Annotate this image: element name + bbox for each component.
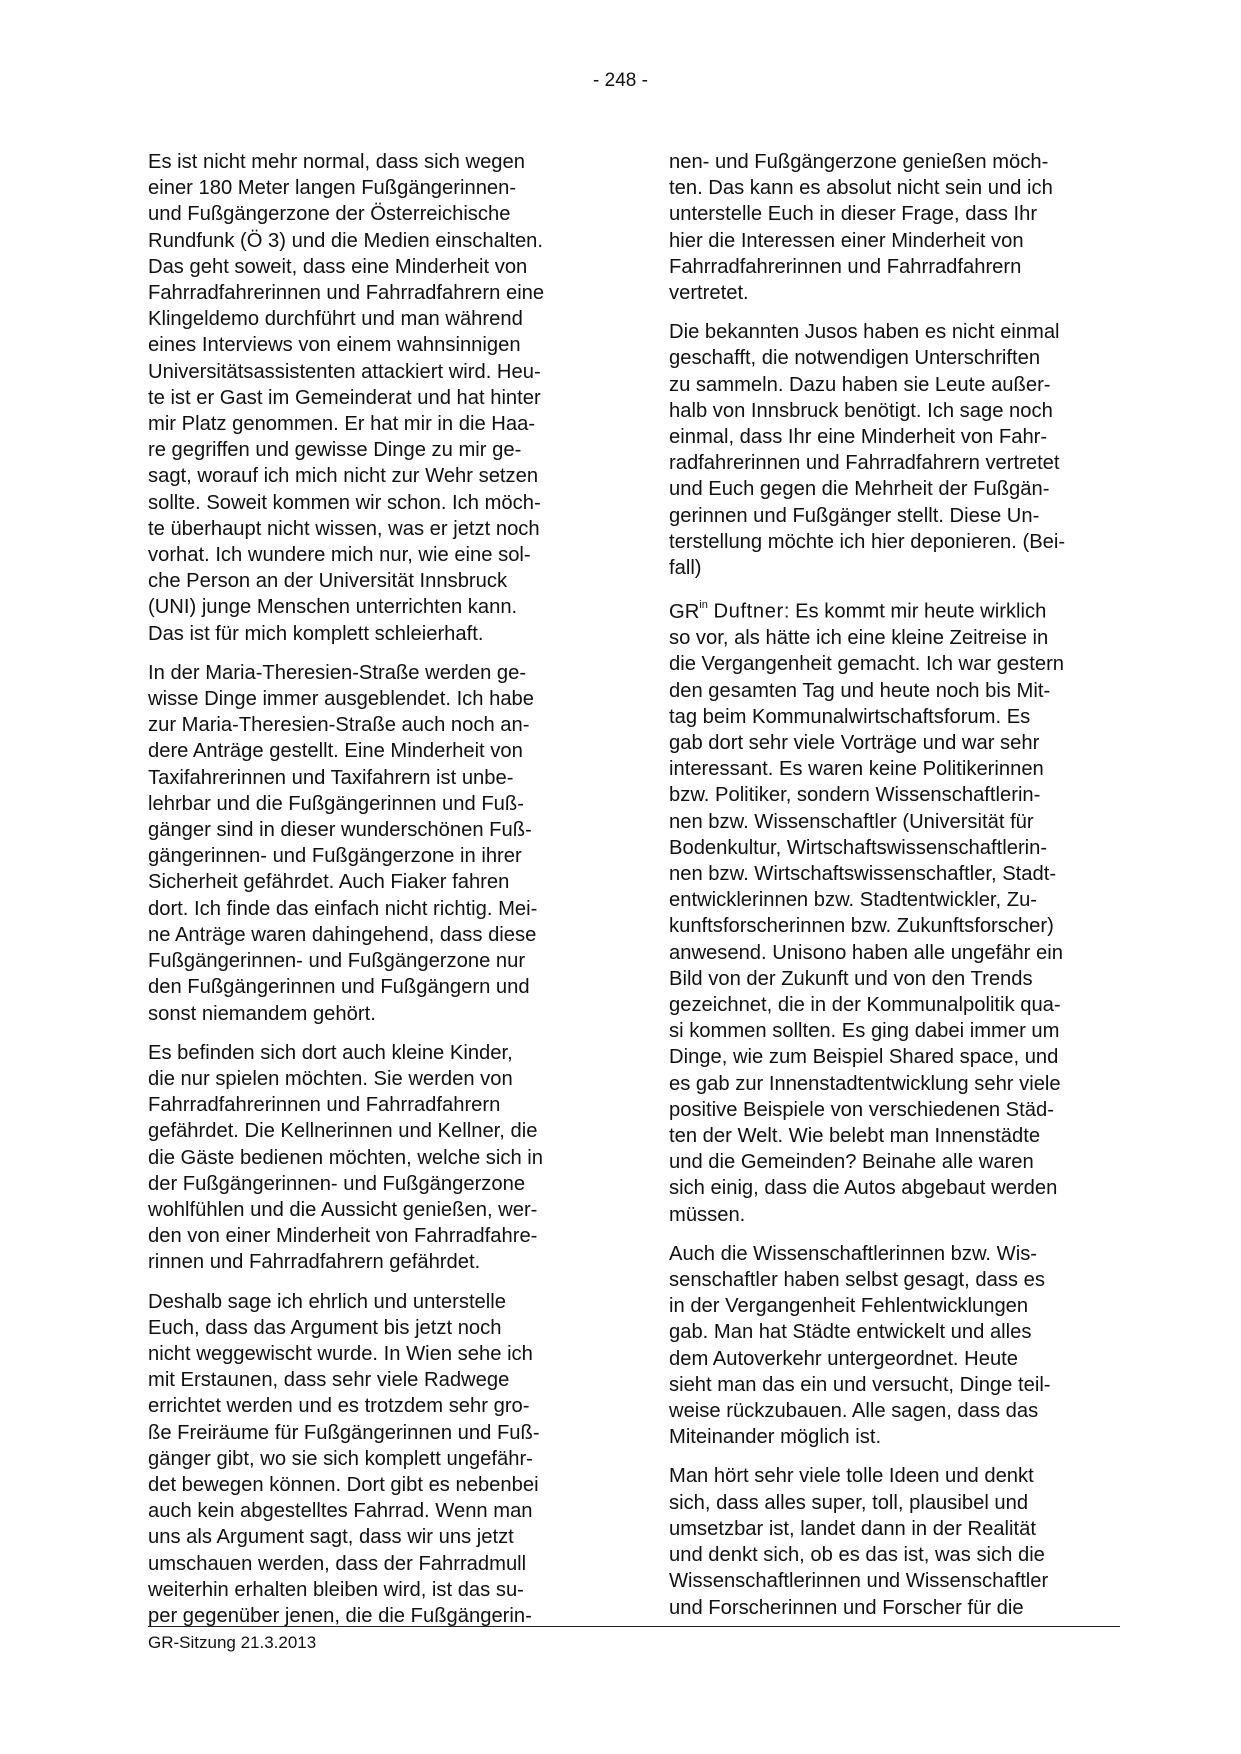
speaker-text: : Es kommt mir heute wirklich so vor, als hätte ich eine kleine Zeitreise in die Vergangenheit gemacht. Ich war gestern den gesamten Tag und heute noch bis Mit- tag beim Kommunalwirtschaftsforum. Es gab dort sehr viele Vorträge und war sehr interessant. Es waren keine Politikerinnen bzw. Politiker, sondern Wissenschaftlerin- nen bzw. Wissenschaftler (Universität für Bodenkultur, Wirtschaftswissenschaftlerin- nen bzw. Wirtschaftswissenschaftler, Stadt- entwicklerinnen bzw. Stadtentwickler, Zu- kunftsforscherinnen bzw. Zukunftsforscher) anwesend. Unisono haben alle ungefähr ein Bild von der Zukunft und von den Trends gezeichnet, die in der Kommunalpolitik qua- si kommen sollten. Es ging dabei immer um Dinge, wie zum Beispiel Shared space, und es gab zur Innenstadtentwicklung sehr viele positive Beispiele von verschiedenen Städ- ten der Welt. Wie belebt man Innenstädte und die Gemeinden? Beinahe alle waren sich einig, dass die Autos abgebaut werden müssen. [669, 600, 1065, 1226]
paragraph: Auch die Wissenschaftlerinnen bzw. Wis- senschaftler haben selbst gesagt, dass es in der Vergangenheit Fehlentwicklungen gab. Man hat Städte entwickelt und alles dem Autoverkehr untergeordnet. Heute sieht man das ein und versucht, Dinge teil- weise rückzubauen. Alle sagen, dass das Miteinander möglich ist. [669, 1242, 1051, 1449]
paragraph: Es befinden sich dort auch kleine Kinder, die nur spielen möchten. Sie werden von Fahrradfahrerinnen und Fahrradfahrern gefährdet. Die Kellnerinnen und Kellner, die die Gäste bedienen möchten, welche sich in der Fußgängerinnen- und Fußgängerzone wohlfühlen und die Aussicht genießen, wer- den von einer Minderheit von Fahrradfahre- rinnen und Fahrradfahrern gefährdet. [148, 1041, 544, 1274]
paragraph: Die bekannten Jusos haben es nicht einmal geschafft, die notwendigen Unterschriften zu sammeln. Dazu haben sie Leute außer- halb von Innsbruck benötigt. Ich sage noch einmal, dass Ihr eine Minderheit von Fahr- radfahrerinnen und Fahrradfahrern vertretet und Euch gegen die Mehrheit der Fußgän- gerinnen und Fußgänger stellt. Diese Un- terstellung möchte ich hier deponieren. (Bei- fall) [669, 321, 1066, 580]
speaker-paragraph [669, 594, 1131, 1228]
page-number: - 248 - [593, 70, 648, 91]
right-column [669, 149, 1131, 1634]
paragraph: Deshalb sage ich ehrlich und unterstelle Euch, dass das Argument bis jetzt noch nicht weggewischt wurde. In Wien sehe ich mit Erstaunen, dass sehr viele Radwege errichtet werden und es trotzdem sehr gro- ße Freiräume für Fußgängerinnen und Fuß- gänger gibt, wo sie sich komplett ungefähr- det bewegen können. Dort gibt es nebenbei auch kein abgestelltes Fahrrad. Wenn man uns als Argument sagt, dass wir uns jetzt umschauen werden, dass der Fahrradmull weiterhin erhalten bleiben wird, ist das su- per gegenüber jenen, die die Fußgängerin- [148, 1290, 540, 1627]
speaker-title [669, 601, 708, 623]
paragraph: Es ist nicht mehr normal, dass sich wegen einer 180 Meter langen Fußgängerinnen- und Fußgängerzone der Österreichische Rundfunk (Ö 3) und die Medien einschalten. Das geht soweit, dass eine Minderheit von Fahrradfahrerinnen und Fahrradfahrern eine Klingeldemo durchführt und man während eines Interviews von einem wahnsinnigen Universitätsassistenten attackiert wird. Heu- te ist er Gast im Gemeinderat und hat hinter mir Platz genommen. Er hat mir in die Haa- re gegriffen und gewisse Dinge zu mir ge- sagt, worauf ich mich nicht zur Wehr setzen sollte. Soweit kommen wir schon. Ich möch- te überhaupt nicht wissen, was er jetzt noch vorhat. Ich wundere mich nur, wie eine sol- che Person an der Universität Innsbruck (UNI) junge Menschen unterrichten kann. Das ist für mich komplett schleierhaft. [148, 151, 545, 645]
paragraph: nen- und Fußgängerzone genießen möch- ten. Das kann es absolut nicht sein und ich unterstelle Euch in dieser Frage, dass Ihr hier die Interessen einer Minderheit von Fahrradfahrerinnen und Fahrradfahrern vertretet. [669, 151, 1053, 305]
footer-divider [148, 1626, 1120, 1627]
paragraph: Man hört sehr viele tolle Ideen und denkt sich, dass alles super, toll, plausibel und umsetzbar ist, landet dann in der Realität und denkt sich, ob es das ist, was sich die Wissenschaftlerinnen und Wissenschaftler und Forscherinnen und Forscher für die [669, 1465, 1049, 1619]
speaker-name: Duftner [713, 600, 784, 623]
speaker-prefix: GR [669, 600, 700, 623]
paragraph: In der Maria-Theresien-Straße werden ge- wisse Dinge immer ausgeblendet. Ich habe zur Maria-Theresien-Straße auch noch an- dere Anträge gestellt. Eine Minderheit von Taxifahrerinnen und Taxifahrern ist unbe- lehrbar und die Fußgängerinnen und Fuß- gänger sind in dieser wunderschönen Fuß- gängerinnen- und Fußgängerzone in ihrer Sicherheit gefährdet. Auch Fiaker fahren dort. Ich finde das einfach nicht richtig. Mei- ne Anträge waren dahingehend, dass diese Fußgängerinnen- und Fußgängerzone nur den Fußgängerinnen und Fußgängern und sonst niemandem gehört. [148, 661, 538, 1025]
speaker-superscript: in [699, 599, 708, 612]
footer-session-date: GR-Sitzung 21.3.2013 [148, 1633, 317, 1652]
left-column [148, 149, 610, 1642]
